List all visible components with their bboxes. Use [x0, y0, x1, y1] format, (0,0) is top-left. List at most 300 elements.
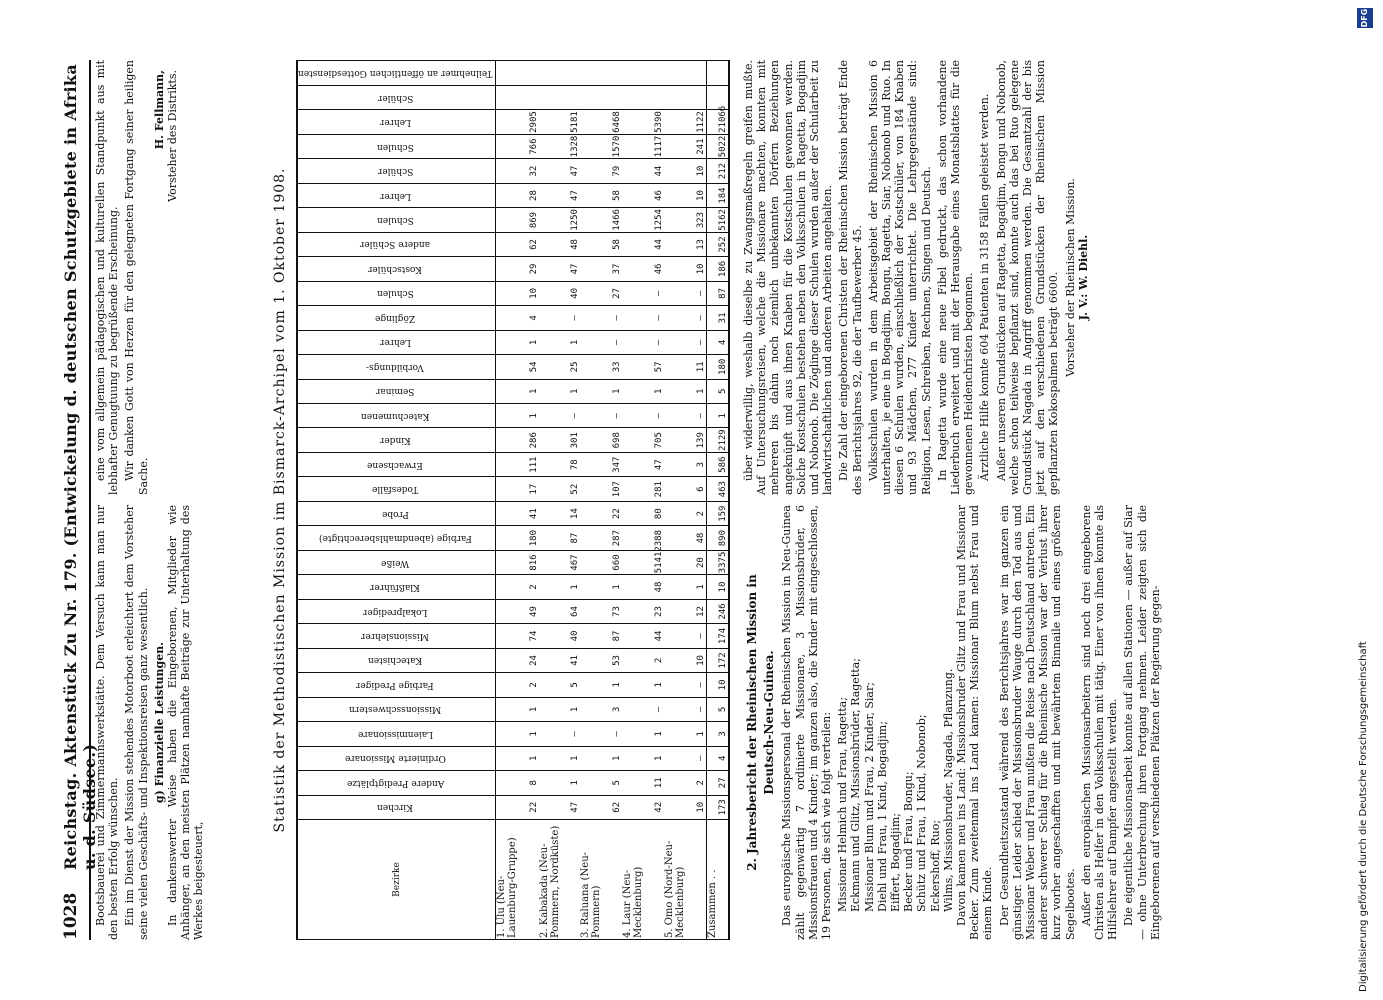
table-cell: 1: [622, 722, 664, 746]
row-name: 5. Omo (Nord-Neu-Mecklenburg): [664, 820, 707, 940]
table-cell: 766: [496, 134, 539, 158]
row-name: 3. Raluana (Neu-Pommern): [580, 820, 622, 940]
table-cell: 4: [496, 306, 539, 330]
table-cell: 53: [580, 648, 622, 672]
table-cell: 42: [622, 795, 664, 819]
list-item: Eckmann und Glitz, Missionsbrüder, Ragetta;: [849, 658, 863, 912]
table-cell: 246: [706, 599, 728, 623]
table-cell: —: [539, 306, 581, 330]
column-header: [298, 232, 496, 256]
table-cell: 4: [706, 330, 728, 354]
table-row: [580, 61, 622, 940]
column-header: [298, 673, 496, 697]
table-cell: 47: [539, 159, 581, 183]
bezirk-header: Bezirke: [298, 820, 496, 940]
table-cell: 5: [706, 697, 728, 721]
table-cell: 2: [664, 501, 707, 525]
paragraph: über widerwillig, weshalb dieselbe zu Zwangsmaßregeln greifen mußte. Auf Untersuchungsreisen, welche die Missionare machten, konnten mit mehreren bis dahin noch ziemlich unbekannten Dörfern Beziehungen angeknüpft und aus ihnen Knaben für die Kostschulen gewonnen werden. Solche Kostschulen bestehen neben den Volksschulen in Ragetta, Bogadjim und Nobonob. Die Zöglinge dieser Schulen wurden außer der Schularbeit zu landwirtschaftlichen und anderen Arbeiten angehalten.: [742, 60, 835, 495]
table-cell: 660: [580, 550, 622, 574]
table-cell: 1122: [664, 110, 707, 134]
table-cell: 10: [664, 159, 707, 183]
table-cell: 1: [496, 746, 539, 770]
table-cell: 25: [539, 355, 581, 379]
list-item: Schütz und Frau, 1 Kind, Nobonob;: [915, 714, 929, 912]
table-cell: 11: [664, 355, 707, 379]
row-name: 2. Kabakada (Neu-Pommern, Nordküste): [539, 820, 581, 940]
table-cell: —: [622, 330, 664, 354]
section-heading: g) Finanzielle Leistungen.: [152, 641, 166, 804]
table-cell: 5: [580, 771, 622, 795]
table-cell: 37: [580, 257, 622, 281]
table-cell: 1: [664, 722, 707, 746]
table-cell: [580, 85, 622, 109]
table-cell: 5: [706, 379, 728, 403]
paragraph: Die Zahl der eingeborenen Christen der Rheinischen Mission beträgt Ende des Berichtsjahres 92, die der Taufbewerber 45.: [837, 60, 864, 495]
paragraph: Wir danken Gott von Herzen für den gelegneten Fortgang seiner heiligen Sache.: [123, 60, 150, 495]
table-cell: 31: [706, 306, 728, 330]
page-title: Reichstag. Aktenstück Zu Nr. 179. (Entwickelung d. deutschen Schutzgebiete in Afrika u. d. Südsee.): [61, 64, 99, 870]
column-header-label: Schüler: [377, 92, 413, 103]
table-cell: 29: [496, 257, 539, 281]
table-cell: —: [580, 330, 622, 354]
list-item: Eiffert, Bogadjim;: [889, 813, 903, 912]
list-item: Missionar Blum und Frau, 2 Kinder, Siar;: [862, 682, 876, 912]
table-header-row: [298, 61, 496, 940]
table-cell: 5022: [706, 134, 728, 158]
table-cell: 286: [496, 428, 539, 452]
column-header: [298, 85, 496, 109]
paragraph: Außer unseren Grundstücken auf Ragetta, Bogadjim, Bongu und Nobonob, welche schon teilweise bepflanzt sind, konnte auch das bei Ruo gelegene Grundstück Nagada in Angriff genommen werden. Die Gesamtzahl der bis jetzt auf den verschiedenen Grundstücken der Rheinischen Mission gepflanzten Kokospalmen beträgt 6600.: [994, 60, 1061, 495]
table-cell: 5162: [706, 208, 728, 232]
table-cell: 1: [539, 771, 581, 795]
table-cell: 1: [622, 673, 664, 697]
column-header: [298, 355, 496, 379]
column-header-label: Laienmissionare: [357, 728, 433, 739]
column-header-label: Seminar: [376, 386, 415, 397]
table-cell: 41: [539, 648, 581, 672]
column-header: [298, 722, 496, 746]
table-cell: 2: [664, 771, 707, 795]
table-cell: 107: [580, 477, 622, 501]
table-cell: 698: [580, 428, 622, 452]
column-header: [298, 477, 496, 501]
page-header: [55, 60, 99, 940]
column-header: [298, 208, 496, 232]
table-cell: 27: [706, 771, 728, 795]
table-cell: 48: [622, 575, 664, 599]
table-cell: 47: [539, 795, 581, 819]
table-cell: 22: [580, 501, 622, 525]
table-cell: 24: [496, 648, 539, 672]
list-item: Missionar Helmich und Frau, Ragetta;: [836, 697, 850, 912]
table-cell: 1: [496, 722, 539, 746]
table-row: [539, 61, 581, 940]
table-cell: 20: [664, 550, 707, 574]
signature-role: Vorsteher des Distrikts.: [166, 70, 180, 202]
table-cell: 78: [539, 452, 581, 476]
table-cell: 1466: [580, 208, 622, 232]
bottom-right-column: [742, 60, 1090, 495]
table-cell: 47: [539, 183, 581, 207]
table-cell: 47: [539, 257, 581, 281]
top-left-column: [94, 505, 209, 940]
table-cell: 173: [706, 795, 728, 819]
column-header-label: Kostschüler: [368, 263, 423, 274]
table-cell: 87: [706, 281, 728, 305]
table-cell: 301: [539, 428, 581, 452]
table-cell: [539, 85, 581, 109]
table-cell: 13: [664, 232, 707, 256]
column-header: [298, 648, 496, 672]
table-cell: 10: [664, 648, 707, 672]
table-cell: 1: [496, 404, 539, 428]
table-cell: 46: [622, 183, 664, 207]
column-header-label: Vorbildungs-: [366, 361, 425, 372]
column-header-label: Lehrer: [379, 337, 411, 348]
column-header: [298, 61, 496, 86]
table-cell: —: [664, 330, 707, 354]
table-cell: 890: [706, 526, 728, 550]
column-header: [298, 428, 496, 452]
table-cell: —: [664, 306, 707, 330]
table-cell: 41: [496, 501, 539, 525]
signature-role: Vorsteher der Rheinischen Mission.: [1063, 178, 1077, 377]
column-header: [298, 183, 496, 207]
table-cell: 46: [622, 257, 664, 281]
table-cell: 1: [580, 379, 622, 403]
table-cell: 174: [706, 624, 728, 648]
list-item: Becker und Frau, Bongu;: [902, 771, 916, 912]
table-cell: —: [664, 624, 707, 648]
table-cell: —: [539, 404, 581, 428]
footer-bar: [1355, 0, 1377, 1000]
table-cell: 1: [496, 379, 539, 403]
column-header-label: Lehrer: [379, 190, 411, 201]
table-cell: 2905: [496, 110, 539, 134]
table-cell: 1: [539, 697, 581, 721]
table-cell: 212: [706, 159, 728, 183]
table-cell: 2: [496, 575, 539, 599]
table-cell: 1: [580, 746, 622, 770]
column-header-label: Schüler: [377, 166, 413, 177]
column-header-label: Missionsschwestern: [349, 704, 442, 715]
column-header: [298, 599, 496, 623]
table-cell: 44: [622, 232, 664, 256]
table-cell: 79: [580, 159, 622, 183]
table-cell: 62: [580, 795, 622, 819]
report-subtitle: Deutsch-Neu-Guinea.: [762, 650, 777, 795]
list-item: Wilms, Missionsbruder, Nagada, Pflanzung.: [941, 668, 955, 912]
table-cell: 28: [496, 183, 539, 207]
table-cell: —: [580, 404, 622, 428]
table-cell: —: [664, 404, 707, 428]
table-cell: 58: [580, 232, 622, 256]
table-cell: 2: [496, 673, 539, 697]
table-cell: 5390: [622, 110, 664, 134]
table-cell: 2129: [706, 428, 728, 452]
table-cell: 10: [706, 673, 728, 697]
table-cell: 281: [622, 477, 664, 501]
paragraph: Davon kamen neu ins Land: Missionsbruder Glitz und Frau und Missionar Becker. Zum zweitenmal ins Land kamen: Missionar Blum nebst Frau und einem Kinde.: [955, 505, 995, 940]
table-cell: 44: [622, 624, 664, 648]
table-cell: 32: [496, 159, 539, 183]
column-header-label: Kinder: [379, 435, 411, 446]
table-cell: 180: [706, 355, 728, 379]
table-cell: 816: [496, 550, 539, 574]
table-cell: 10: [664, 257, 707, 281]
table-cell: 73: [580, 599, 622, 623]
column-header: [298, 550, 496, 574]
table-cell: 10: [706, 575, 728, 599]
table-cell: 2: [622, 648, 664, 672]
table-cell: 1: [706, 404, 728, 428]
table-cell: 5: [539, 673, 581, 697]
column-header: [298, 306, 496, 330]
dfg-logo-icon: DFG: [1357, 8, 1373, 28]
column-header-label: Klaßführer: [370, 582, 421, 593]
table-cell: —: [539, 722, 581, 746]
column-header-label: Lokalprediger: [362, 606, 428, 617]
paragraph: In Ragetta wurde eine neue Fibel gedruckt, das schon vorhandene Liederbuch erweitert und mit der Herausgabe eines Monatsblattes für die gewonnenen Heidenchristen begonnen.: [935, 60, 976, 495]
signature-name: J. V.: W. Diehl.: [1076, 234, 1090, 321]
table-cell: 48: [664, 526, 707, 550]
page-number: 1028: [61, 892, 81, 940]
table-cell: [496, 85, 539, 109]
table-cell: 51412: [622, 550, 664, 574]
table-cell: 12: [664, 599, 707, 623]
table-cell: 5181: [539, 110, 581, 134]
table-cell: 1: [664, 379, 707, 403]
table-cell: 1570: [580, 134, 622, 158]
column-header: [298, 697, 496, 721]
table-cell: 159: [706, 501, 728, 525]
table-cell: 287: [580, 526, 622, 550]
column-header-label: Katechisten: [368, 655, 423, 666]
table-cell: [664, 85, 707, 109]
table-cell: 1254: [622, 208, 664, 232]
table-cell: 869: [496, 208, 539, 232]
column-header: [298, 134, 496, 158]
table-cell: 1: [622, 746, 664, 770]
table-cell: 184: [706, 183, 728, 207]
table-cell: 323: [664, 208, 707, 232]
table-row: [664, 61, 707, 940]
table-cell: 47: [622, 452, 664, 476]
statistics-title: Statistik der Methodistischen Mission im Bismarck-Archipel vom 1. Oktober 1908.: [272, 167, 288, 833]
column-header: [298, 795, 496, 819]
column-header-label: Zöglinge: [375, 312, 416, 323]
table-cell: 11: [622, 771, 664, 795]
column-header-label: Kirchen: [377, 802, 414, 813]
list-item: Eckershoff, Ruo;: [928, 819, 942, 912]
paragraph: Ärztliche Hilfe konnte 604 Patienten in 3158 Fällen geleistet werden.: [978, 93, 992, 481]
paragraph: eine vom allgemein pädagogischen und kulturellen Standpunkt aus mit lebhafter Genugtuung zu begrüßende Erscheinung.: [94, 60, 121, 495]
row-name: 1. Ulu (Neu-Lauenburg-Gruppe): [496, 820, 539, 940]
table-cell: 4: [706, 746, 728, 770]
paragraph: Das europäische Missionspersonal der Rheinischen Mission in Neu-Guinea zählt gegenwärtig 7 ordinierte Missionare, 3 Missionsbrüder, 6 Missionsfrauen und 4 Kinder; im ganzen also, die Kinder mit eingeschlossen, 19 Personen, die sich wie folgt verteilen:: [780, 505, 834, 940]
table-cell: 1: [580, 575, 622, 599]
column-header-label: Erwachsene: [367, 459, 424, 470]
column-header-label: Schulen: [376, 215, 414, 226]
table-cell: 1: [580, 673, 622, 697]
paragraph: Volksschulen wurden in dem Arbeitsgebiet der Rheinischen Mission 6 unterhalten, je eine in Bogadjim, Bongu, Ragetta, Siar, Nobonob und Ruo. In diesen 6 Schulen wurden, einschließlich der Kostschüler, von 184 Knaben und 93 Mädchen, 277 Kinder unterrichtet. Die Lehrgegenstände sind: Religion, Lesen, Schreiben, Rechnen, Singen und Deutsch.: [866, 60, 933, 495]
column-header: [298, 110, 496, 134]
table-cell: 40: [539, 624, 581, 648]
column-header-label: Weiße: [381, 557, 410, 568]
table-cell: 1: [539, 746, 581, 770]
table-cell: 1: [539, 575, 581, 599]
table-cell: 241: [664, 134, 707, 158]
table-cell: 252: [706, 232, 728, 256]
table-cell: —: [664, 281, 707, 305]
column-header-label: Schulen: [376, 141, 414, 152]
table-cell: 14: [539, 501, 581, 525]
table-cell: 3: [664, 452, 707, 476]
column-header-label: Schulen: [376, 288, 414, 299]
table-cell: 10: [664, 183, 707, 207]
table-cell: [706, 61, 728, 86]
table-cell: 3375: [706, 550, 728, 574]
paragraph: Außer den europäischen Missionsarbeitern sind noch drei eingeborene Christen als Helfer in den Volksschulen mit tätig. Einer von ihnen konnte als Hilfslehrer auf Dampfer angestellt werden.: [1079, 505, 1120, 940]
table-cell: 186: [706, 257, 728, 281]
table-cell: 21066: [706, 110, 728, 134]
table-cell: [622, 61, 664, 86]
table-cell: 388: [622, 526, 664, 550]
table-row: [622, 61, 664, 940]
column-header: [298, 575, 496, 599]
table-cell: —: [622, 697, 664, 721]
table-cell: 52: [539, 477, 581, 501]
table-cell: 586: [706, 452, 728, 476]
table-cell: 48: [539, 232, 581, 256]
table-cell: 6468: [580, 110, 622, 134]
column-header: [298, 281, 496, 305]
bottom-left-column: [742, 505, 1165, 940]
column-header-label: Todesfälle: [372, 484, 419, 495]
table-cell: —: [622, 404, 664, 428]
column-header: [298, 257, 496, 281]
column-header-label: Probe: [381, 508, 409, 519]
table-cell: 1: [539, 379, 581, 403]
table-cell: 10: [664, 795, 707, 819]
row-name: Zusammen . .: [706, 820, 728, 940]
table-cell: —: [664, 746, 707, 770]
table-cell: 1250: [539, 208, 581, 232]
table-cell: [664, 61, 707, 86]
table-cell: 87: [580, 624, 622, 648]
table-cell: 44: [622, 159, 664, 183]
table-cell: 23: [622, 599, 664, 623]
column-header: [298, 330, 496, 354]
column-header: [298, 526, 496, 550]
table-cell: 3: [580, 697, 622, 721]
report-title: 2. Jahresbericht der Rheinischen Mission in: [745, 574, 759, 871]
table-cell: 57: [622, 355, 664, 379]
table-row: [706, 61, 728, 940]
column-header-label: andere Schüler: [360, 239, 431, 250]
table-cell: 467: [539, 550, 581, 574]
signature-name: H. Fellmann,: [152, 70, 166, 150]
paragraph: Bootsbauerei und Zimmermannswerkstätte. Dem Versuch kann man nur den besten Erfolg wünschen.: [94, 505, 121, 940]
table-cell: 172: [706, 648, 728, 672]
table-cell: —: [580, 722, 622, 746]
table-cell: 40: [539, 281, 581, 305]
table-cell: 1: [664, 575, 707, 599]
table-cell: 347: [580, 452, 622, 476]
paragraph: Der Gesundheitszustand während des Berichtsjahres war im ganzen ein günstiger. Leider schied der Missionsbruder Wauge durch den Tod aus und Missionar Weber und Frau mußten die Reise nach Deutschland antreten. Ein anderer schwerer Schlag für die Rheinische Mission war der Verlust ihrer kurz vorher angeschafften und mit bewährtem Binnaile und eines größeren Segelbootes.: [997, 505, 1077, 940]
column-header-label: Andere Predigtplätze: [346, 777, 444, 788]
table-cell: —: [664, 673, 707, 697]
table-cell: —: [580, 306, 622, 330]
table-cell: 49: [496, 599, 539, 623]
table-cell: [622, 85, 664, 109]
table-cell: 1: [539, 330, 581, 354]
table-cell: 111: [496, 452, 539, 476]
column-header: [298, 746, 496, 770]
column-header-label: Farbige (abendmahlsberechtigte): [318, 533, 472, 544]
table-cell: 10: [496, 281, 539, 305]
table-cell: 64: [539, 599, 581, 623]
table-cell: —: [664, 697, 707, 721]
table-cell: 62: [496, 232, 539, 256]
top-right-column: [94, 60, 187, 495]
funding-credit: Digitalisierung gefördert durch die Deutsche Forschungsgemeinschaft: [1358, 641, 1369, 992]
table-cell: 1: [496, 330, 539, 354]
table-cell: 27: [580, 281, 622, 305]
column-header: [298, 159, 496, 183]
column-header: [298, 501, 496, 525]
table-cell: 3: [706, 722, 728, 746]
table-row: [496, 61, 539, 940]
table-cell: [496, 61, 539, 86]
paragraph: Ein im Dienst der Mission stehendes Motorboot erleichtert dem Vorsteher seine vielen Geschäfts- und Inspektionsreisen ganz wesentlich.: [123, 505, 150, 940]
table-cell: 1: [496, 697, 539, 721]
column-header: [298, 404, 496, 428]
column-header-label: Teilnehmer an öffentlichen Gottesdiensten: [298, 67, 493, 78]
table-cell: 54: [496, 355, 539, 379]
table-cell: 17: [496, 477, 539, 501]
table-cell: 80: [622, 501, 664, 525]
table-cell: 74: [496, 624, 539, 648]
list-item: Diehl und Frau, 1 Kind, Bogadjim;: [875, 721, 889, 912]
table-cell: 33: [580, 355, 622, 379]
table-cell: 463: [706, 477, 728, 501]
column-header: [298, 771, 496, 795]
column-header-label: Farbige Prediger: [356, 679, 434, 690]
table-cell: 1328: [539, 134, 581, 158]
table-cell: 705: [622, 428, 664, 452]
row-name: 4. Laur (Neu-Mecklenburg): [622, 820, 664, 940]
column-header-label: Missionslehrer: [361, 630, 430, 641]
paragraph: Die eigentliche Missionsarbeit konnte auf allen Stationen — außer auf Siar — ohne Unterbrechung ihren Fortgang nehmen. Leider zeigten sich die Eingeborenen auf verschiedenen Plätzen der Regierung gegen-: [1122, 505, 1162, 940]
table-cell: 22: [496, 795, 539, 819]
column-header-label: Katechumenen: [360, 410, 430, 421]
column-header: [298, 379, 496, 403]
table-cell: 139: [664, 428, 707, 452]
table-cell: [580, 61, 622, 86]
table-cell: 87: [539, 526, 581, 550]
table-cell: 58: [580, 183, 622, 207]
table-cell: —: [622, 306, 664, 330]
table-cell: 1: [622, 379, 664, 403]
paragraph: In dankenswerter Weise haben die Eingeborenen, Mitglieder wie Anhänger, an den meisten Plätzen namhafte Beiträge zur Unterhaltung des Werkes beigesteuert,: [166, 505, 206, 940]
column-header: [298, 624, 496, 648]
statistics-table: [296, 60, 730, 940]
table-cell: 1117: [622, 134, 664, 158]
table-cell: 6: [664, 477, 707, 501]
table-cell: 180: [496, 526, 539, 550]
column-header-label: Lehrer: [379, 117, 411, 128]
